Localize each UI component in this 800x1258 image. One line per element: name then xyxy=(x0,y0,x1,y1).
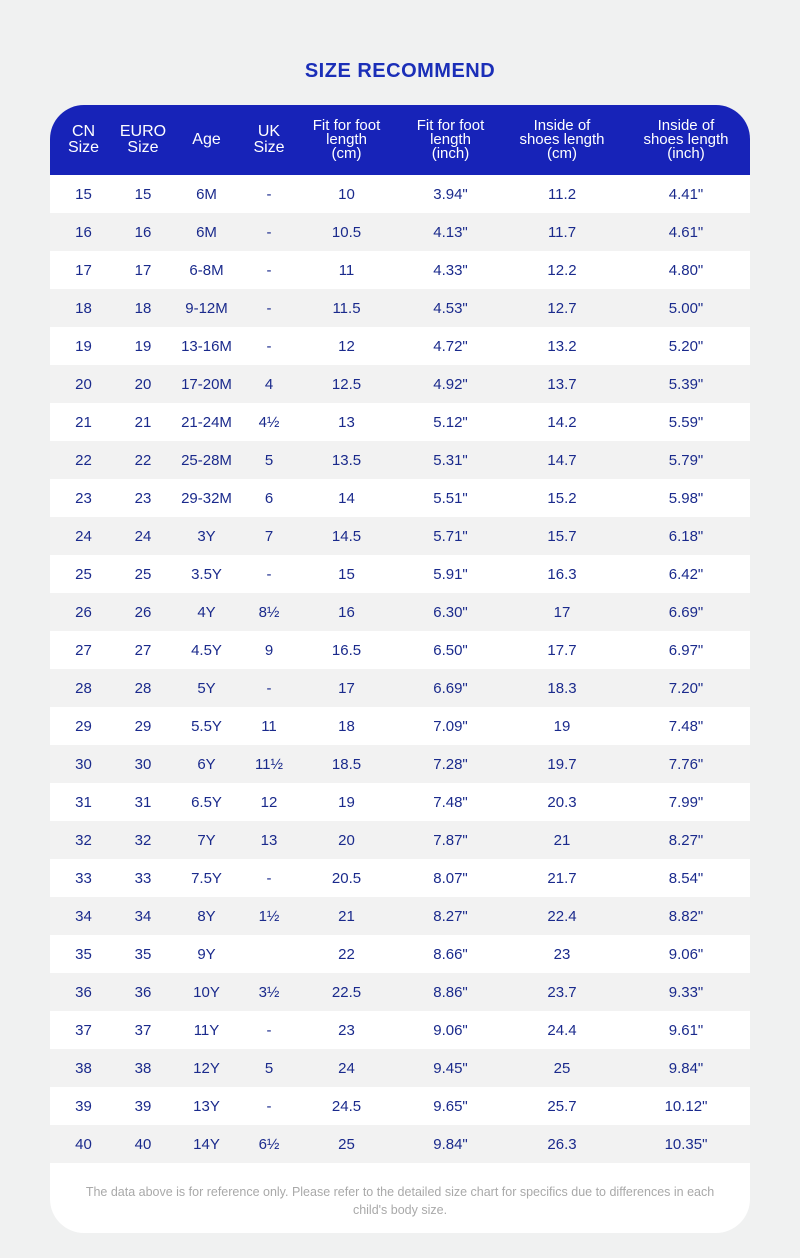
table-cell: 18 xyxy=(134,299,152,317)
table-cell: - xyxy=(266,1097,272,1115)
table-row xyxy=(50,251,750,289)
table-cell: 22.5 xyxy=(331,983,362,1001)
table-cell: 28 xyxy=(75,679,92,697)
table-cell: 5.79" xyxy=(668,451,704,469)
table-cell: 4.33" xyxy=(433,261,468,279)
table-cell: 34 xyxy=(75,907,92,925)
table-cell: 39 xyxy=(134,1097,152,1115)
table-cell: 21-24M xyxy=(181,413,232,431)
column-header-line: (inch) xyxy=(667,145,705,163)
table-cell: 14.7 xyxy=(547,451,577,469)
table-cell: 12.5 xyxy=(331,375,362,393)
table-cell: 17 xyxy=(553,603,571,621)
table-cell: 9Y xyxy=(197,945,216,963)
table-cell: 15 xyxy=(338,565,355,583)
table-row xyxy=(50,555,750,593)
table-cell: 6.97" xyxy=(668,641,704,659)
table-row xyxy=(50,517,750,555)
table-cell: 31 xyxy=(75,793,92,811)
table-cell: 33 xyxy=(75,869,92,887)
table-cell: 6-8M xyxy=(189,261,224,279)
table-cell: 37 xyxy=(134,1021,152,1039)
table-cell: 13 xyxy=(260,831,278,849)
table-cell: 8.66" xyxy=(433,945,468,963)
table-cell: 6.18" xyxy=(668,527,704,545)
table-cell: 25-28M xyxy=(181,451,232,469)
table-cell: 24 xyxy=(75,527,92,545)
table-cell: 5.12" xyxy=(433,413,468,431)
table-cell: - xyxy=(266,679,272,697)
column-header-line: (inch) xyxy=(431,145,470,163)
column-header-line: Size xyxy=(67,139,100,156)
table-cell: 24 xyxy=(134,527,152,545)
table-cell: 5 xyxy=(264,1059,274,1077)
table-cell: 23 xyxy=(553,945,571,963)
table-row xyxy=(50,1049,750,1087)
table-cell: 29 xyxy=(75,717,92,735)
column-header xyxy=(50,105,117,175)
table-row xyxy=(50,973,750,1011)
table-cell: 10.35" xyxy=(664,1135,708,1153)
table-cell: 15 xyxy=(75,185,92,203)
table-cell: 6.5Y xyxy=(191,793,222,811)
table-row xyxy=(50,1125,750,1163)
table-cell: 12 xyxy=(260,793,278,811)
table-cell: 17 xyxy=(338,679,355,697)
table-cell: 29 xyxy=(134,717,152,735)
table-cell: 8½ xyxy=(258,603,280,621)
table-cell: 5.98" xyxy=(668,489,704,507)
table-row xyxy=(50,327,750,365)
table-cell: 7.28" xyxy=(433,755,468,773)
table-cell: 20 xyxy=(75,375,92,393)
table-row xyxy=(50,1011,750,1049)
table-cell: 13 xyxy=(338,413,355,431)
table-cell: 24.4 xyxy=(547,1021,577,1039)
table-cell: - xyxy=(266,1021,272,1039)
table-cell: 36 xyxy=(134,983,152,1001)
table-cell: 10 xyxy=(338,185,355,203)
table-row xyxy=(50,593,750,631)
table-cell: 36 xyxy=(75,983,92,1001)
table-cell: 28 xyxy=(134,679,152,697)
table-cell: 15.2 xyxy=(547,489,577,507)
table-row xyxy=(50,1087,750,1125)
table-cell: 6M xyxy=(196,185,217,203)
table-cell: 4.5Y xyxy=(191,641,222,659)
table-cell: 20.3 xyxy=(547,793,577,811)
column-header-line: Fit for foot xyxy=(312,116,381,134)
reference-note: The data above is for reference only. Please refer to the detailed size chart for specifics due to differences in each child's body size. xyxy=(85,1185,715,1217)
table-cell: 23 xyxy=(75,489,92,507)
table-cell: 30 xyxy=(134,755,152,773)
table-cell: 4.72" xyxy=(433,337,468,355)
table-cell: 4Y xyxy=(197,603,216,621)
table-cell: 5.5Y xyxy=(191,717,222,735)
table-cell: 35 xyxy=(134,945,152,963)
table-cell: 6.69" xyxy=(433,679,468,697)
table-cell: 14 xyxy=(338,489,355,507)
table-cell: 7.76" xyxy=(668,755,704,773)
table-cell: 4 xyxy=(264,375,274,393)
table-cell: 9.06" xyxy=(433,1021,468,1039)
column-header-line: shoes length xyxy=(643,130,729,148)
table-cell: 6.30" xyxy=(433,603,468,621)
table-row xyxy=(50,213,750,251)
table-cell: 9-12M xyxy=(185,299,228,317)
table-cell: 4.41" xyxy=(668,185,704,203)
table-cell: - xyxy=(266,223,272,241)
table-cell: 5.91" xyxy=(433,565,468,583)
table-cell: 21 xyxy=(553,831,571,849)
table-cell: 17-20M xyxy=(181,375,232,393)
table-cell: 31 xyxy=(134,793,152,811)
table-cell: 5.51" xyxy=(433,489,468,507)
table-cell: 16 xyxy=(338,603,355,621)
table-cell: 19 xyxy=(75,337,92,355)
table-cell: 16.3 xyxy=(547,565,577,583)
column-header xyxy=(294,105,399,175)
table-cell: 3½ xyxy=(258,983,280,1001)
table-row xyxy=(50,175,750,213)
table-cell: 12.7 xyxy=(547,299,577,317)
table-cell: - xyxy=(266,261,272,279)
column-header xyxy=(399,105,502,175)
table-cell: 11.5 xyxy=(332,299,361,317)
table-cell: 34 xyxy=(134,907,152,925)
table-cell: 25 xyxy=(75,565,92,583)
table-cell: 21 xyxy=(338,907,355,925)
column-header-line: Size xyxy=(253,139,285,156)
table-cell: 17 xyxy=(134,261,152,279)
table-cell: 9.06" xyxy=(668,945,704,963)
table-cell: 27 xyxy=(75,641,92,659)
table-cell: 17 xyxy=(75,261,92,279)
table-cell: 24 xyxy=(338,1059,355,1077)
table-cell: 19.7 xyxy=(547,755,577,773)
table-cell: 38 xyxy=(75,1059,92,1077)
column-header-line: CN xyxy=(71,123,96,140)
table-cell: 38 xyxy=(134,1059,152,1077)
table-cell: 8.07" xyxy=(433,869,468,887)
column-header-line: Inside of xyxy=(657,116,715,134)
table-cell: 5.31" xyxy=(433,451,468,469)
table-row xyxy=(50,821,750,859)
table-cell: 5.59" xyxy=(668,413,704,431)
table-cell: 9 xyxy=(264,641,274,659)
column-header-line: Age xyxy=(192,131,221,148)
column-header xyxy=(169,105,244,175)
table-cell: 35 xyxy=(75,945,92,963)
table-cell: 23.7 xyxy=(547,983,577,1001)
column-header xyxy=(117,105,169,175)
table-cell: 6M xyxy=(196,223,217,241)
table-cell: 4.61" xyxy=(668,223,704,241)
table-cell: 17.7 xyxy=(547,641,577,659)
table-cell: 7.99" xyxy=(668,793,704,811)
table-cell: 21 xyxy=(134,413,152,431)
table-cell: 13Y xyxy=(193,1097,220,1115)
table-cell: 9.33" xyxy=(668,983,704,1001)
table-cell: 20 xyxy=(134,375,152,393)
table-cell: 5.39" xyxy=(668,375,704,393)
table-cell: 25.7 xyxy=(547,1097,577,1115)
table-cell: 11½ xyxy=(254,755,284,773)
table-cell: 7Y xyxy=(197,831,216,849)
column-header-line: (cm) xyxy=(546,145,577,163)
table-header xyxy=(50,105,750,175)
table-cell: - xyxy=(266,565,272,583)
table-cell: 33 xyxy=(134,869,152,887)
column-header xyxy=(622,105,750,175)
table-cell: 4½ xyxy=(258,413,280,431)
column-header-line: length xyxy=(326,130,367,148)
table-cell: 32 xyxy=(75,831,92,849)
table-cell: 6.69" xyxy=(668,603,704,621)
table-cell: 7 xyxy=(264,527,274,545)
table-cell: 26.3 xyxy=(547,1135,577,1153)
table-cell: 25 xyxy=(134,565,152,583)
table-cell: 6½ xyxy=(258,1135,280,1153)
table-row xyxy=(50,745,750,783)
page-title: SIZE RECOMMEND xyxy=(304,60,496,82)
table-cell: 26 xyxy=(134,603,152,621)
table-cell: 6Y xyxy=(197,755,216,773)
table-cell: 11.7 xyxy=(547,223,577,241)
table-cell: 24.5 xyxy=(331,1097,362,1115)
column-header-line: Size xyxy=(127,139,159,156)
table-cell: 21 xyxy=(75,413,92,431)
table-cell: 8.82" xyxy=(668,907,704,925)
table-cell: 14.2 xyxy=(547,413,577,431)
column-header xyxy=(244,105,294,175)
table-cell: 13-16M xyxy=(181,337,232,355)
table-row xyxy=(50,669,750,707)
table-cell: 5.00" xyxy=(668,299,704,317)
table-cell: - xyxy=(266,299,272,317)
table-cell: 7.20" xyxy=(668,679,704,697)
table-cell: 1½ xyxy=(258,907,280,925)
table-cell: 15 xyxy=(134,185,152,203)
table-cell: 5Y xyxy=(197,679,216,697)
table-cell: 13.7 xyxy=(547,375,577,393)
table-row xyxy=(50,631,750,669)
table-cell: 18.5 xyxy=(331,755,362,773)
table-cell: 37 xyxy=(75,1021,92,1039)
table-cell: 20.5 xyxy=(331,869,362,887)
table-cell: 7.09" xyxy=(433,717,468,735)
table-cell: 22 xyxy=(338,945,355,963)
table-row xyxy=(50,859,750,897)
table-cell: 22.4 xyxy=(547,907,577,925)
table-cell: 6.42" xyxy=(668,565,704,583)
table-cell: - xyxy=(266,869,272,887)
table-cell: - xyxy=(266,185,272,203)
table-cell: 18 xyxy=(338,717,355,735)
table-cell: 9.45" xyxy=(433,1059,468,1077)
column-header-line: Inside of xyxy=(533,116,591,134)
table-cell: 8Y xyxy=(197,907,216,925)
column-header-line: (cm) xyxy=(331,145,362,163)
table-cell: - xyxy=(266,337,272,355)
table-cell: 4.13" xyxy=(433,223,468,241)
table-cell: 18.3 xyxy=(547,679,577,697)
column-header xyxy=(502,105,622,175)
table-cell: 9.84" xyxy=(668,1059,704,1077)
table-cell: 12.2 xyxy=(547,261,577,279)
table-cell: 5.71" xyxy=(433,527,468,545)
table-cell: 3Y xyxy=(197,527,216,545)
table-cell: 7.5Y xyxy=(191,869,222,887)
table-cell: 27 xyxy=(134,641,152,659)
table-cell: 6.50" xyxy=(433,641,468,659)
table-row xyxy=(50,403,750,441)
table-cell: 3.5Y xyxy=(191,565,222,583)
size-chart-card xyxy=(50,105,750,1233)
table-row xyxy=(50,897,750,935)
table-cell: 13.2 xyxy=(547,337,577,355)
table-cell: 4.92" xyxy=(433,375,468,393)
table-cell: 3.94" xyxy=(433,185,468,203)
table-cell: 11Y xyxy=(193,1021,220,1039)
table-cell: 5.20" xyxy=(668,337,704,355)
table-cell: 6 xyxy=(264,489,274,507)
column-header-line: EURO xyxy=(119,123,167,140)
table-cell: 26 xyxy=(75,603,92,621)
table-cell: 21.7 xyxy=(547,869,577,887)
column-header-line: Fit for foot xyxy=(416,116,485,134)
table-cell: 4.80" xyxy=(668,261,704,279)
table-cell: 32 xyxy=(134,831,152,849)
table-cell: 8.86" xyxy=(433,983,468,1001)
table-cell: 12 xyxy=(338,337,355,355)
table-cell: 18 xyxy=(75,299,92,317)
column-header-line: UK xyxy=(257,123,281,140)
table-cell: 19 xyxy=(134,337,152,355)
table-cell: 23 xyxy=(134,489,152,507)
table-cell: 29-32M xyxy=(181,489,232,507)
table-cell: 40 xyxy=(75,1135,92,1153)
table-cell: 16.5 xyxy=(331,641,362,659)
table-cell: 7.48" xyxy=(668,717,704,735)
table-cell: 22 xyxy=(75,451,92,469)
column-header-line: shoes length xyxy=(519,130,605,148)
table-cell: 9.61" xyxy=(668,1021,704,1039)
table-body xyxy=(50,175,750,1163)
table-row xyxy=(50,289,750,327)
table-cell: 8.27" xyxy=(433,907,468,925)
table-cell: 39 xyxy=(75,1097,92,1115)
table-cell: 13.5 xyxy=(331,451,362,469)
table-cell: 19 xyxy=(553,717,571,735)
table-row xyxy=(50,479,750,517)
table-cell: 25 xyxy=(553,1059,571,1077)
table-cell: 4.53" xyxy=(433,299,468,317)
table-cell: 30 xyxy=(75,755,92,773)
table-cell: 11 xyxy=(338,261,355,279)
table-cell: 10.12" xyxy=(664,1097,708,1115)
table-cell: 10.5 xyxy=(331,223,362,241)
table-cell: 25 xyxy=(338,1135,355,1153)
table-cell: 23 xyxy=(338,1021,355,1039)
table-cell: 7.48" xyxy=(433,793,468,811)
table-cell: 9.65" xyxy=(433,1097,468,1115)
table-cell: 7.87" xyxy=(433,831,468,849)
table-cell: 11 xyxy=(261,717,277,735)
table-cell: 22 xyxy=(134,451,152,469)
table-cell: 10Y xyxy=(193,983,220,1001)
table-cell: 5 xyxy=(264,451,274,469)
table-cell: 14.5 xyxy=(331,527,362,545)
table-cell: 9.84" xyxy=(433,1135,468,1153)
table-cell: 16 xyxy=(75,223,92,241)
table-row xyxy=(50,935,750,973)
table-row xyxy=(50,365,750,403)
table-cell: 16 xyxy=(134,223,152,241)
table-cell: 14Y xyxy=(193,1135,220,1153)
table-row xyxy=(50,441,750,479)
table-cell: 8.54" xyxy=(668,869,704,887)
table-cell: 19 xyxy=(338,793,355,811)
table-cell: 12Y xyxy=(193,1059,220,1077)
table-row xyxy=(50,707,750,745)
column-header-line: length xyxy=(430,130,471,148)
table-cell: 20 xyxy=(338,831,355,849)
table-cell: 15.7 xyxy=(547,527,577,545)
table-cell: 11.2 xyxy=(547,185,577,203)
table-cell: 8.27" xyxy=(668,831,704,849)
table-row xyxy=(50,783,750,821)
table-cell: 40 xyxy=(134,1135,152,1153)
